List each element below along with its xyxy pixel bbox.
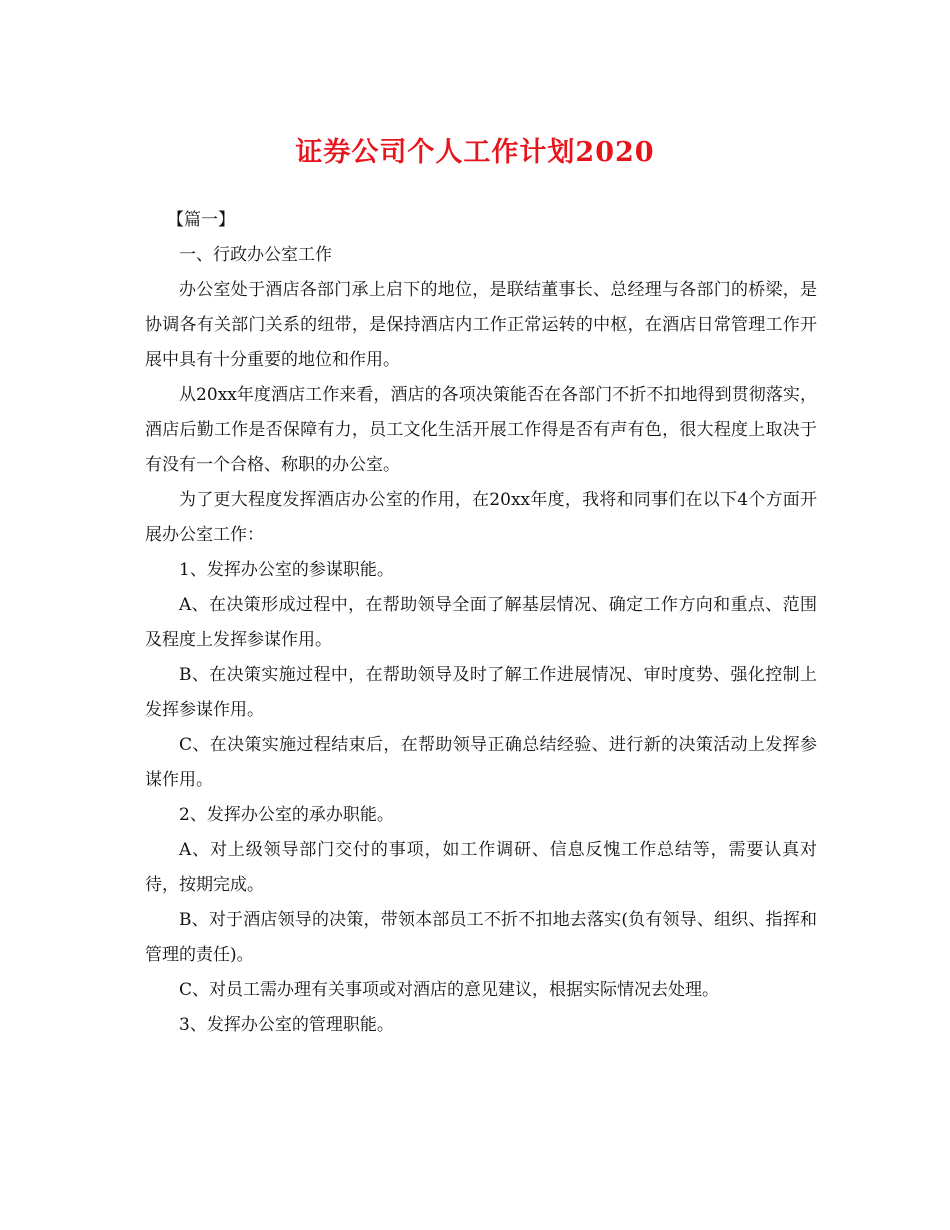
paragraph-12: C、对员工需办理有关事项或对酒店的意见建议，根据实际情况去处理。: [179, 980, 720, 1000]
paragraph-1: 一、行政办公室工作: [179, 245, 332, 265]
paragraph-2: 办公室处于酒店各部门承上启下的地位，是联结董事长、总经理与各部门的桥梁，是协调各有关部门关系的纽带，是保持酒店内工作正常运转的中枢，在酒店日常管理工作开展中具有十分重要的地位和作用。: [145, 280, 817, 370]
paragraph-13: 3、发挥办公室的管理职能。: [179, 1015, 394, 1035]
paragraph-10: A、对上级领导部门交付的事项，如工作调研、信息反愧工作总结等，需要认真对待，按期完成。: [145, 840, 817, 895]
paragraph-7: B、在决策实施过程中，在帮助领导及时了解工作进展情况、审时度势、强化控制上发挥参谋作用。: [145, 665, 817, 720]
paragraph-8: C、在决策实施过程结束后，在帮助领导正确总结经验、进行新的决策活动上发挥参谋作用。: [145, 735, 817, 790]
document-body: [145, 203, 817, 1043]
document-title: 证券公司个人工作计划2020: [295, 137, 655, 168]
section-label: 【篇一】: [167, 210, 235, 230]
paragraph-3: 从20xx年度酒店工作来看，酒店的各项决策能否在各部门不折不扣地得到贯彻落实，酒店后勤工作是否保障有力，员工文化生活开展工作得是否有声有色，很大程度上取决于有没有一个合格、称职的办公室。: [145, 385, 817, 475]
paragraph-4: 为了更大程度发挥酒店办公室的作用，在20xx年度，我将和同事们在以下4个方面开展办公室工作：: [145, 490, 817, 545]
paragraph-5: 1、发挥办公室的参谋职能。: [179, 560, 394, 580]
paragraph-9: 2、发挥办公室的承办职能。: [179, 805, 394, 825]
paragraph-11: B、对于酒店领导的决策，带领本部员工不折不扣地去落实(负有领导、组织、指挥和管理的责任)。: [145, 910, 817, 965]
paragraph-6: A、在决策形成过程中，在帮助领导全面了解基层情况、确定工作方向和重点、范围及程度上发挥参谋作用。: [145, 595, 817, 650]
